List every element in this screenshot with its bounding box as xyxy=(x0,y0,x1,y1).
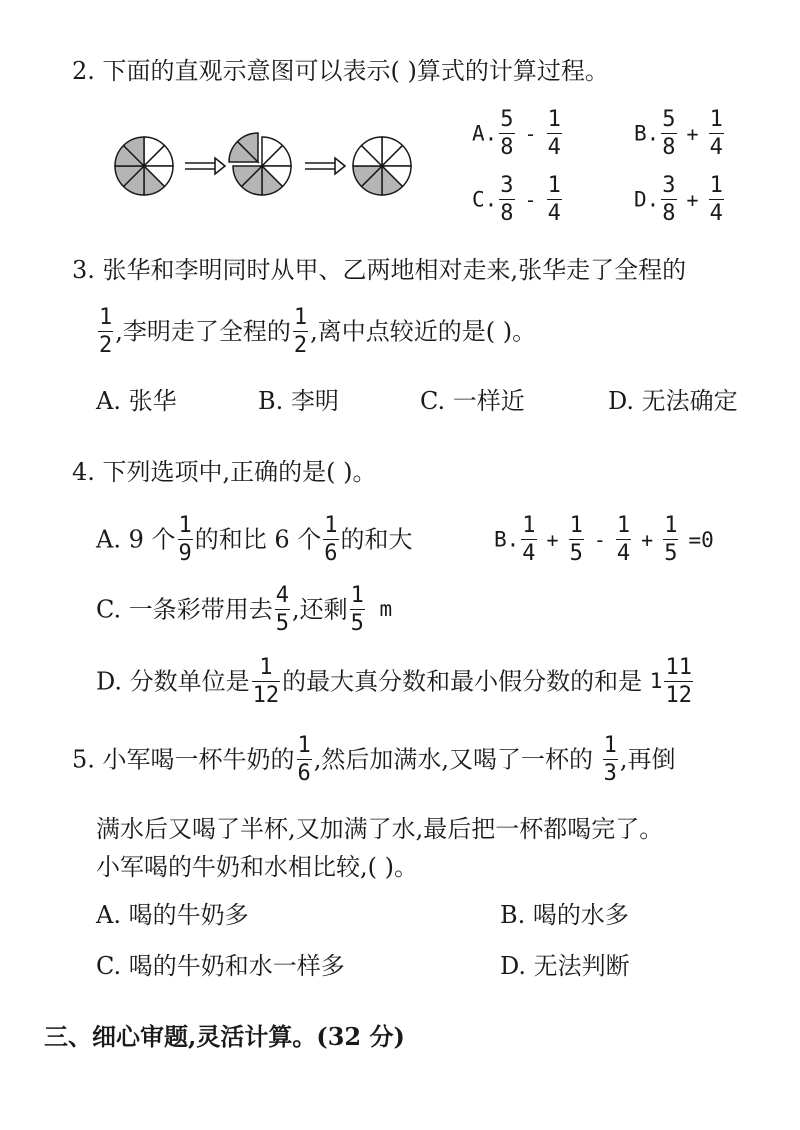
q5-line1: 5. 小军喝一杯牛奶的 $\frac{1}{6}$ ,然后加满水,又喝了一杯的 $\frac{1}{3}$ ,再倒 xyxy=(72,733,676,787)
q3-option-c[interactable]: C. 一样近 xyxy=(420,387,525,415)
fraction: $\frac{4}{5}$ xyxy=(275,583,290,637)
q4-option-d[interactable]: D. 分数单位是 $\frac{1}{12}$ 的最大真分数和最小假分数的和是 1 $\frac{11}{12}$ xyxy=(96,655,692,709)
q5-line3: 小军喝的牛奶和水相比较,( )。 xyxy=(96,853,418,881)
fraction: $\frac{11}{12}$ xyxy=(665,655,692,709)
q3-line1: 3. 张华和李明同时从甲、乙两地相对走来,张华走了全程的 xyxy=(72,256,687,284)
fraction: $\frac{1}{4}$ xyxy=(547,107,561,161)
fraction: $\frac{1}{4}$ xyxy=(522,513,536,567)
fraction-diagram xyxy=(100,130,430,202)
fraction: $\frac{5}{8}$ xyxy=(662,107,676,161)
fraction: $\frac{1}{6}$ xyxy=(324,513,338,567)
fraction: $\frac{1}{5}$ xyxy=(569,513,583,567)
q2-option-d[interactable]: D. $\frac{3}{8}$ + $\frac{1}{4}$ xyxy=(634,173,723,227)
fraction: $\frac{1}{4}$ xyxy=(709,173,723,227)
circle-three-eighths xyxy=(353,137,411,195)
q5-option-c[interactable]: C. 喝的牛奶和水一样多 xyxy=(96,952,345,980)
q2-option-c[interactable]: C. $\frac{3}{8}$ - $\frac{1}{4}$ xyxy=(472,173,561,227)
q4-stem: 4. 下列选项中,正确的是( )。 xyxy=(72,458,377,486)
circle-five-eighths xyxy=(115,137,173,195)
q3-option-a[interactable]: A. 张华 xyxy=(96,387,177,415)
q3-line2: $\frac{1}{2}$ ,李明走了全程的 $\frac{1}{2}$ ,离中点较近的是( )。 xyxy=(99,305,537,359)
fraction: $\frac{1}{9}$ xyxy=(178,513,192,567)
q5-line2: 满水后又喝了半杯,又加满了水,最后把一杯都喝完了。 xyxy=(96,815,664,843)
q4-option-b[interactable]: B. $\frac{1}{4}$ + $\frac{1}{5}$ - $\frac{1}{4}$ + $\frac{1}{5}$ =0 xyxy=(494,513,714,567)
q2-option-a[interactable]: A. $\frac{5}{8}$ - $\frac{1}{4}$ xyxy=(472,107,561,161)
fraction: $\frac{3}{8}$ xyxy=(662,173,676,227)
q3-option-b[interactable]: B. 李明 xyxy=(258,387,339,415)
fraction: $\frac{1}{4}$ xyxy=(547,173,561,227)
arrow-icon xyxy=(185,158,225,174)
q5-option-a[interactable]: A. 喝的牛奶多 xyxy=(96,901,249,929)
fraction: $\frac{1}{3}$ xyxy=(603,733,617,787)
q5-option-d[interactable]: D. 无法判断 xyxy=(500,952,630,980)
fraction: $\frac{1}{4}$ xyxy=(709,107,723,161)
section-3-title: 三、细心审题,灵活计算。(32 分) xyxy=(44,1022,405,1051)
q4-option-a[interactable]: A. 9 个 $\frac{1}{9}$ 的和比 6 个 $\frac{1}{6}$ 的和大 xyxy=(96,513,413,567)
q4-option-c[interactable]: C. 一条彩带用去 $\frac{4}{5}$ ,还剩 $\frac{1}{5}$ m xyxy=(96,583,393,637)
fraction: $\frac{1}{5}$ xyxy=(350,583,364,637)
fraction: $\frac{1}{4}$ xyxy=(616,513,631,567)
fraction: $\frac{3}{8}$ xyxy=(500,173,514,227)
circle-subtract-quarter xyxy=(229,133,291,195)
arrow-icon xyxy=(305,158,345,174)
q3-option-d[interactable]: D. 无法确定 xyxy=(608,387,738,415)
q5-option-b[interactable]: B. 喝的水多 xyxy=(500,901,629,929)
fraction: $\frac{1}{2}$ xyxy=(293,305,308,359)
q2-stem: 2. 下面的直观示意图可以表示( )算式的计算过程。 xyxy=(72,57,609,85)
q2-option-b[interactable]: B. $\frac{5}{8}$ + $\frac{1}{4}$ xyxy=(634,107,723,161)
fraction: $\frac{1}{2}$ xyxy=(99,305,113,359)
fraction: $\frac{1}{6}$ xyxy=(297,733,311,787)
fraction: $\frac{5}{8}$ xyxy=(500,107,514,161)
fraction: $\frac{1}{5}$ xyxy=(664,513,678,567)
fraction: $\frac{1}{12}$ xyxy=(252,655,280,709)
